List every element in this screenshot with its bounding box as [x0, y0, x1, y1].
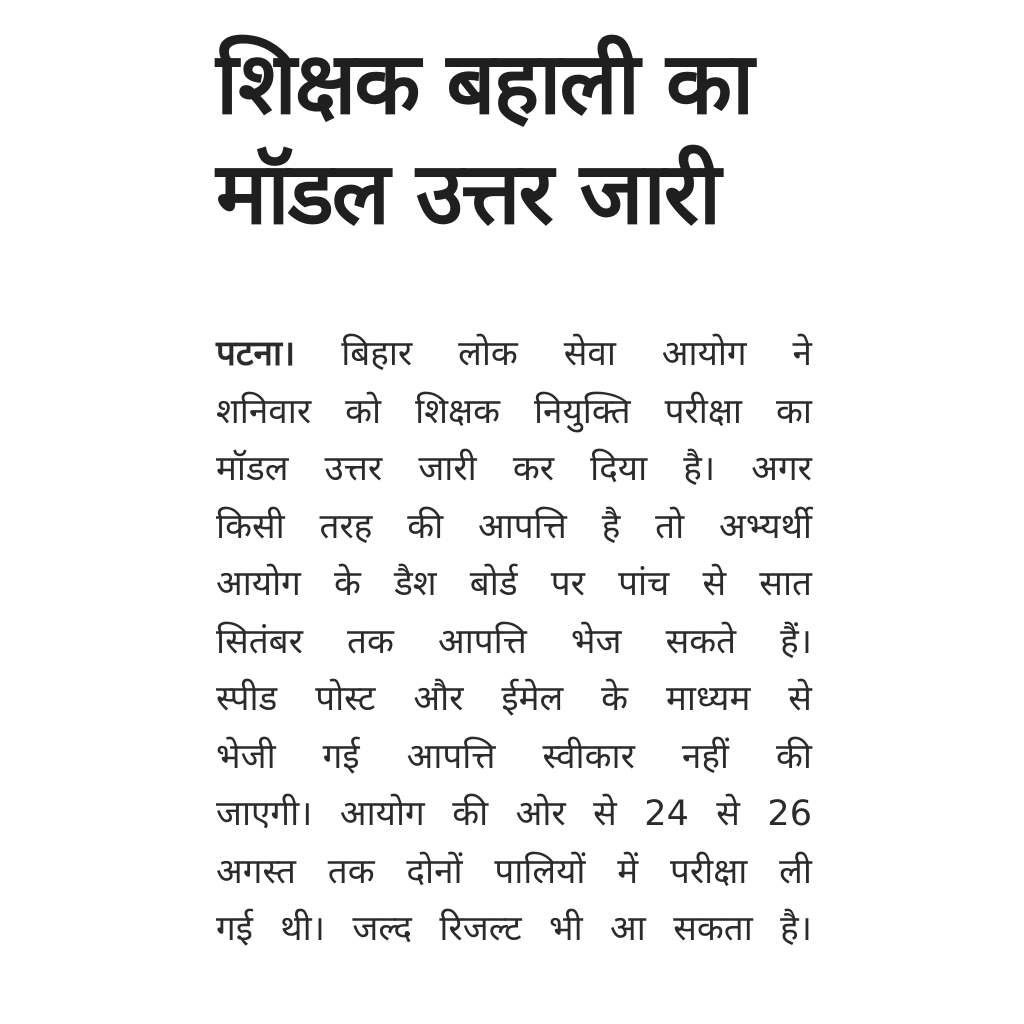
article-word: नियुक्ति [533, 391, 631, 432]
article-word: तक [327, 851, 375, 892]
article-word: सकता [673, 909, 753, 949]
article-word: परीक्षा [669, 851, 748, 892]
article-word: परीक्षा [664, 391, 742, 432]
article-body-line [216, 441, 812, 499]
article-word: गई [322, 736, 360, 777]
article-word: आपत्ति [437, 621, 527, 662]
article-word: की [776, 736, 812, 777]
article-word: आयोग [339, 794, 425, 834]
article-word: के [334, 564, 361, 604]
article-word: जाएगी। [216, 794, 313, 834]
article-word: बिहार [341, 334, 413, 374]
article-body-line [216, 499, 812, 557]
article-word: से [702, 564, 727, 604]
article-word: दिया [590, 449, 648, 489]
article-word: अगर [751, 449, 812, 489]
article-word: उत्तर [324, 449, 383, 489]
article-word: से [716, 794, 740, 834]
article-word: है। [683, 449, 716, 489]
article-body [216, 326, 812, 959]
article-word: की [407, 506, 444, 547]
article-word: ली [779, 851, 812, 892]
article-word: पांच [618, 564, 670, 604]
article-word: सकते [665, 621, 737, 662]
article-body-line [216, 384, 812, 442]
article-body-line [216, 901, 812, 959]
article-word: जारी [418, 449, 477, 489]
article-word: बोर्ड [469, 564, 518, 604]
article-body-line [216, 844, 812, 902]
article-word: सात [759, 564, 812, 604]
headline-line-1: शिक्षक बहाली का [216, 34, 753, 134]
article-word: 26 [767, 794, 812, 834]
article-word: तक [347, 621, 394, 662]
article-word: है। [780, 909, 812, 949]
news-article [216, 30, 812, 949]
article-word: सेवा [563, 334, 616, 374]
article-body-line [216, 326, 812, 384]
article-word: कर [512, 449, 555, 489]
article-word: अभ्यर्थी [718, 506, 812, 547]
article-body-line [216, 556, 812, 614]
article-word: आपत्ति [406, 736, 496, 777]
article-word: स्वीकार [542, 736, 635, 777]
article-word: शिक्षक [415, 391, 500, 432]
article-word: थी। [280, 909, 325, 949]
article-word: तो [655, 506, 685, 547]
article-word: मॉडल [216, 449, 289, 489]
article-word: रिजल्ट [439, 909, 522, 949]
article-word: से [788, 679, 812, 719]
article-word: लोक [458, 334, 518, 374]
article-word: गई [216, 909, 253, 949]
article-word: सितंबर [216, 621, 303, 662]
article-word: पालियों [494, 851, 586, 892]
article-word: तरह [319, 506, 373, 547]
article-word: पोस्ट [315, 679, 376, 719]
article-word: डैश [394, 564, 437, 604]
article-word: 24 [644, 794, 689, 834]
article-word: के [601, 679, 629, 719]
article-word: जल्द [352, 909, 412, 949]
article-word: और [413, 679, 464, 719]
article-word: माध्यम [665, 679, 751, 719]
article-word: आपत्ति [477, 506, 567, 547]
article-word: ओर [515, 794, 566, 834]
article-word: शनिवार [216, 391, 312, 432]
article-word: आयोग [216, 564, 301, 604]
article-dateline: पटना। [216, 334, 296, 374]
article-word: की [452, 794, 489, 834]
article-body-line [216, 729, 812, 787]
article-word: में [617, 851, 639, 892]
article-word: भेजी [216, 736, 276, 777]
article-body-line [216, 786, 812, 844]
article-word: किसी [216, 506, 285, 547]
article-word: स्पीड [216, 679, 278, 719]
article-word: नहीं [681, 736, 729, 777]
article-headline [216, 30, 812, 248]
article-word: ने [792, 334, 812, 374]
article-word: आयोग [661, 334, 747, 374]
article-word: को [345, 391, 382, 432]
article-word: दोनों [406, 851, 463, 892]
article-word: आ [610, 909, 646, 949]
article-word: भेज [570, 621, 622, 662]
article-word: से [593, 794, 617, 834]
article-word: अगस्त [216, 851, 297, 892]
headline-line-2: मॉडल उत्तर जारी [216, 144, 720, 244]
article-word: है [601, 506, 621, 547]
article-word: भी [549, 909, 583, 949]
article-word: का [776, 391, 812, 432]
article-word: हैं। [780, 621, 812, 662]
article-body-line [216, 671, 812, 729]
article-word: ईमेल [501, 679, 564, 719]
article-body-line [216, 614, 812, 672]
article-word: पर [550, 564, 585, 604]
